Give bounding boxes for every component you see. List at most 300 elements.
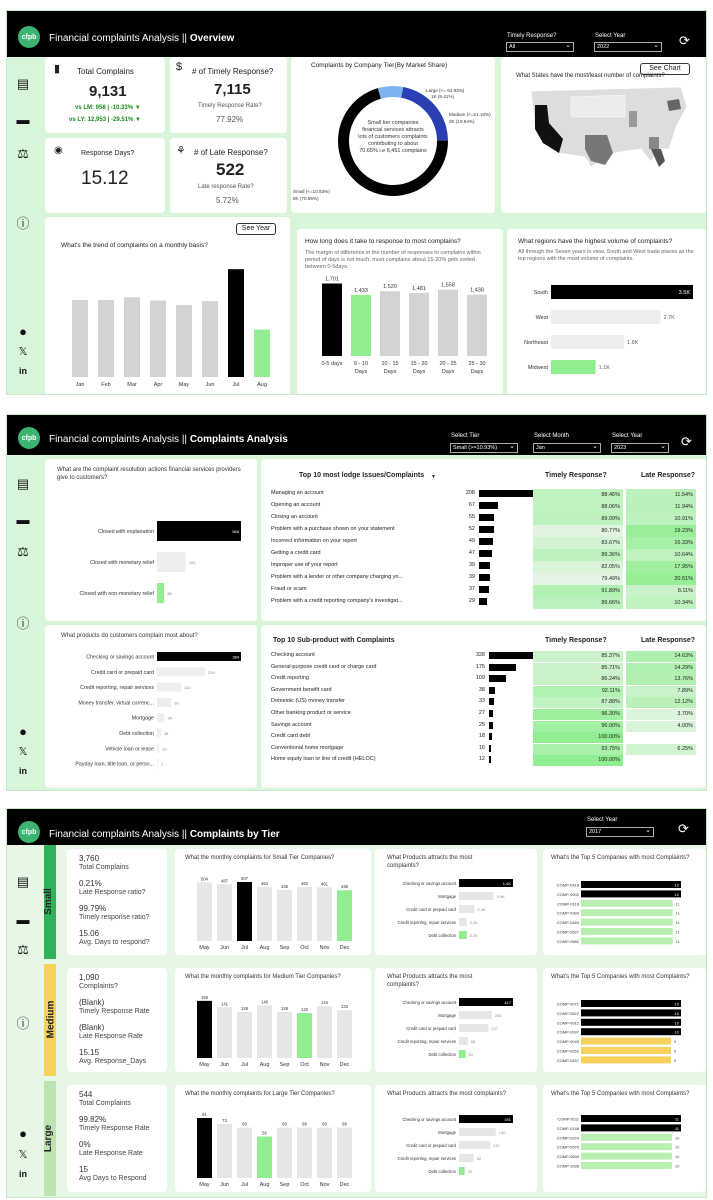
tier-product-bar-1 (459, 892, 494, 900)
late-rate-label: Late response Rate? (198, 184, 254, 190)
analysis-nav-icon[interactable]: ▬ (16, 512, 30, 527)
resolution-bar-chart (45, 459, 257, 621)
row-count: 49 (468, 538, 475, 544)
tier-monthly-card (175, 968, 371, 1072)
tier-month-tick-aug: Aug (259, 1182, 270, 1188)
info-icon[interactable]: ⓘ (16, 216, 30, 231)
tier-company-bar-1 (581, 890, 681, 897)
table-row[interactable] (271, 501, 696, 510)
row-count: 52 (468, 526, 475, 532)
tier-month-bar-jul (237, 1012, 252, 1058)
tier-month-tick-nov: Nov (319, 1062, 330, 1068)
product-tick-6: Vehicle loan or lease (105, 746, 154, 753)
row-name: Getting a credit card (271, 550, 321, 556)
tier-product-label-1: 130 (498, 1130, 506, 1135)
region-bar-northeast (551, 335, 624, 349)
complaints-by-tier-dashboard (6, 808, 707, 1198)
tier-month-bar-sep (277, 1128, 292, 1178)
table-row[interactable] (271, 513, 696, 522)
table-row[interactable] (271, 537, 696, 546)
tier-kpi-value: 15.06 (79, 929, 100, 938)
row-name: Problem with a purchase shown on your statement (271, 526, 395, 532)
tier-company-bar-6 (581, 937, 673, 944)
tier-kpi-card (67, 849, 167, 955)
tier-company-tick-5: COMP-0527 (556, 929, 579, 935)
product-bar-7 (157, 759, 158, 768)
tier-kpi-value: 544 (79, 1090, 93, 1099)
header-bar (7, 415, 706, 455)
tier-product-tick-0: Checking or savings account (402, 881, 456, 886)
tier-month-bar-may (197, 882, 212, 941)
tier-month-tick-oct: Oct (300, 945, 309, 951)
trend-tick-feb: Feb (101, 382, 111, 388)
tier-product-bar-3 (459, 1037, 468, 1045)
row-count: 55 (468, 514, 475, 520)
table-row[interactable] (271, 709, 696, 718)
row-late: 10.34% (626, 597, 696, 609)
row-count: 39 (468, 562, 475, 568)
linkedin-icon[interactable]: in (19, 766, 27, 776)
tier-company-label-1: 10 (674, 1010, 679, 1016)
tier-month-tick-oct: Oct (300, 1062, 309, 1068)
tier-product-tick-3: Credit reporting, repair services (397, 1156, 456, 1161)
header-bar (7, 11, 706, 57)
tier-month-tick-dec: Dec (339, 945, 350, 951)
trend-tick-mar: Mar (127, 382, 137, 388)
row-count: 208 (465, 490, 475, 496)
tier-month-label-nov: 68 (322, 1121, 327, 1127)
tier-month-bar-oct (297, 887, 312, 941)
tier-product-label-0: 417 (504, 1000, 511, 1005)
product-bar-5 (157, 729, 161, 738)
region-tick-northeast: Northeast (524, 340, 548, 346)
tier-month-label-sep: 438 (281, 883, 288, 889)
row-name: Closing an account (271, 514, 318, 520)
resp-label-1: 1,433 (354, 287, 368, 294)
table-row[interactable] (271, 721, 696, 730)
x-icon[interactable]: 𝕏 (18, 746, 28, 758)
region-bar-chart (507, 229, 706, 395)
table-row[interactable] (271, 755, 696, 764)
linkedin-icon[interactable]: in (19, 366, 27, 376)
row-bar (489, 698, 494, 705)
region-card (507, 229, 706, 395)
info-icon[interactable]: ⓘ (16, 616, 30, 631)
tier-products-chart (375, 849, 537, 955)
table-row[interactable] (271, 525, 696, 534)
row-name: Improper use of your report (271, 562, 338, 568)
tier-product-tick-3: Credit reporting, repair services (397, 920, 456, 925)
issues-timely-header: Timely Response? (545, 472, 607, 479)
sort-icon[interactable]: ▼ (431, 474, 436, 480)
header-bar (7, 809, 706, 845)
tier-company-label-2: 10 (674, 1135, 680, 1141)
midwest-states (571, 95, 625, 117)
avatar-icon[interactable]: ● (19, 724, 27, 739)
product-label-1: 219 (207, 669, 215, 675)
resolution-tick-2: Closed with non-monetary relief (79, 591, 154, 597)
resp-tick-0: 0-5 days (321, 361, 343, 367)
row-bar (489, 652, 539, 659)
timely-filter-label: Timely Response? (507, 33, 557, 39)
table-row[interactable] (271, 674, 696, 683)
tier-product-tick-1: Mortgage (438, 1130, 456, 1135)
row-late: 4.00% (626, 721, 696, 732)
tier-filter[interactable]: Small (>=10.93%) ⌄ (450, 443, 518, 453)
table-row[interactable] (271, 651, 696, 660)
row-late: 13.76% (626, 674, 696, 685)
row-late: 10.91% (626, 513, 696, 525)
see-year-button[interactable]: See Year (236, 223, 276, 235)
row-count: 12 (478, 756, 485, 763)
row-name: Managing an account (271, 490, 324, 496)
tier-month-label-jul: 68 (242, 1121, 247, 1127)
donut-label-large-value: 1K (9.41%) (431, 94, 454, 99)
year-filter[interactable]: 2017 ⌄ (586, 827, 654, 837)
product-label-3: 65 (174, 700, 179, 706)
tier-nav-icon[interactable]: ⚖ (17, 544, 29, 559)
products-title: What products do customers complain most about? (61, 633, 198, 639)
tier-company-label-5: 9 (674, 1048, 677, 1054)
tier-company-bar-5 (581, 1047, 671, 1054)
tier-product-tick-3: Credit reporting, repair services (397, 1039, 456, 1044)
avatar-icon[interactable]: ● (19, 324, 27, 339)
tier-month-bar-may (197, 1001, 212, 1058)
tier-month-bar-jun (217, 884, 232, 941)
region-label-west: 2.7K (663, 315, 675, 321)
table-row[interactable] (271, 489, 696, 498)
product-tick-7: Payday loan, title loan, or perso... (75, 761, 154, 768)
resp-tick-unit-2: Days (383, 369, 397, 375)
timely-value: 7,115 (214, 81, 251, 98)
row-timely: 79.49% (533, 573, 623, 585)
tier-companies-card (543, 849, 706, 955)
table-row[interactable] (271, 663, 696, 672)
tier-product-tick-1: Mortgage (438, 894, 456, 899)
tier-month-label-jun: 141 (221, 1001, 228, 1007)
row-late: 11.54% (626, 489, 696, 501)
tier-companies-title: What's the Top 5 Companies with most Complaints? (551, 855, 690, 861)
tier-month-tick-sep: Sep (279, 1062, 290, 1068)
tier-product-tick-4: Debt collection (428, 933, 456, 938)
tier-company-bar-2 (581, 1134, 672, 1141)
tier-company-tick-2: COMP-0912 (556, 1020, 579, 1026)
year-filter[interactable]: 2023 ⌄ (611, 443, 669, 453)
tier-product-bar-2 (459, 1141, 490, 1149)
tier-product-bar-2 (459, 905, 474, 913)
tier-month-tick-jun: Jun (220, 945, 229, 951)
resp-days-value: 15.12 (81, 168, 129, 189)
row-timely: 93.75% (533, 744, 623, 755)
cfpb-logo: cfpb (18, 821, 40, 843)
tier-month-bar-jul (237, 882, 252, 941)
late-response-card (170, 138, 287, 213)
monthly-trend-card (45, 217, 290, 395)
tier-month-label-nov: 144 (321, 1000, 328, 1006)
resolution-tick-1: Closed with monetary relief (90, 560, 154, 566)
table-row[interactable] (271, 585, 696, 594)
analysis-nav-icon[interactable]: ▬ (16, 912, 30, 927)
resp-chart-subtitle: The margin of difference in the number of responses to complains within period of days is not much, most complains about 15-20% gets sorted between 0-5days. (305, 250, 481, 271)
tier-companies-card (543, 968, 706, 1072)
tier-monthly-title: What the monthly complaints for Medium Tier Companies? (185, 974, 341, 980)
row-count: 67 (468, 502, 475, 508)
resp-tick-unit-5: Days (470, 369, 484, 375)
tier-company-tick-4: COMP-0483 (556, 920, 579, 926)
donut-label-small: Small (<=10.93%) (293, 189, 330, 194)
x-icon[interactable]: 𝕏 (18, 346, 28, 358)
product-tick-3: Money transfer, virtual currenc... (78, 700, 154, 707)
row-late: 12.12% (626, 697, 696, 708)
table-row[interactable] (271, 573, 696, 582)
tier-month-tick-nov: Nov (319, 945, 330, 951)
overview-nav-icon[interactable]: ▤ (16, 874, 30, 889)
row-late: 14.29% (626, 663, 696, 674)
tier-kpi-label: Late Response Rate (79, 1033, 143, 1040)
region-bar-south (551, 285, 693, 299)
tier-month-label-jun: 73 (222, 1117, 227, 1123)
tier-product-tick-0: Checking or savings account (402, 1117, 456, 1122)
row-count: 33 (478, 698, 485, 705)
row-bar (489, 756, 491, 763)
analysis-nav-icon[interactable]: ▬ (16, 112, 30, 127)
tier-products-card (375, 968, 537, 1072)
year-filter-label: Select Year (587, 817, 618, 823)
tier-company-tick-0: COMP-0111 (557, 1116, 579, 1122)
month-filter[interactable]: Jan ⌄ (533, 443, 601, 453)
region-label-northeast: 1.8K (627, 340, 639, 346)
response-days-chart-card (297, 229, 503, 395)
tier-month-label-sep: 68 (282, 1121, 287, 1127)
tier-product-bar-2 (459, 1024, 488, 1032)
tier-kpi-value: (Blank) (79, 1023, 105, 1032)
tier-month-tick-dec: Dec (339, 1062, 350, 1068)
row-count: 27 (478, 710, 485, 716)
tier-month-tick-aug: Aug (259, 945, 270, 951)
row-late: 3.70% (626, 709, 696, 720)
resp-tick-5: 25 - 30 (468, 361, 486, 367)
vs-last-month: vs LM: 958 | -10.33% ▼ (75, 105, 141, 111)
resolution-card (45, 459, 257, 621)
row-bar (479, 514, 494, 521)
row-timely: 89.36% (533, 549, 623, 561)
donut-label-medium-value: 2K (19.94%) (449, 119, 475, 124)
tier-month-label-sep: 128 (281, 1005, 288, 1011)
tier-month-label-aug: 146 (261, 999, 268, 1005)
table-row[interactable] (271, 549, 696, 558)
resp-bar-2 (380, 291, 400, 356)
table-row[interactable] (271, 697, 696, 706)
overview-nav-icon[interactable]: ▤ (16, 476, 30, 491)
tier-product-label-4: 0.2K (469, 933, 478, 938)
tier-company-tick-0: COMP-0418 (556, 882, 579, 888)
tier-company-label-1: 11 (674, 1125, 679, 1131)
tier-company-label-3: 10 (674, 1029, 679, 1035)
resolution-label-2: 48 (167, 591, 172, 596)
tier-products-title: What Products attracts the most complaints? (387, 855, 473, 869)
products-bar-chart (45, 625, 257, 788)
row-bar (479, 502, 498, 509)
tier-company-label-1: 12 (674, 891, 679, 897)
tier-kpi-card (67, 1085, 167, 1192)
tier-company-bar-1 (581, 1124, 681, 1131)
tier-companies-chart (543, 849, 706, 955)
x-icon[interactable]: 𝕏 (18, 1149, 28, 1161)
overview-dashboard (6, 10, 707, 395)
trend-tick-jan: Jan (75, 382, 85, 388)
row-timely: 91.89% (533, 585, 623, 597)
refresh-icon[interactable]: ⟳ (679, 33, 690, 48)
tier-month-label-dec: 68 (342, 1121, 347, 1127)
row-timely: 89.09% (533, 513, 623, 525)
region-title: What regions have the highest volume of complaints? (518, 238, 673, 245)
tier-company-label-2: 10 (674, 1020, 679, 1026)
late-label: # of Late Response? (194, 148, 268, 157)
avatar-icon[interactable]: ● (19, 1126, 27, 1141)
tier-product-label-2: 227 (491, 1026, 499, 1031)
month-filter-label: Select Month (534, 433, 570, 439)
resp-label-3: 1,481 (412, 285, 426, 292)
timely-filter[interactable]: All ⌄ (506, 42, 574, 52)
info-icon[interactable]: ⓘ (16, 1016, 30, 1031)
resp-bar-0 (322, 284, 342, 356)
tier-company-tick-6: COMP-0457 (556, 1057, 579, 1063)
region-tick-midwest: Midwest (527, 365, 548, 371)
tier-month-tick-jun: Jun (220, 1182, 229, 1188)
tier-month-bar-jul (237, 1128, 252, 1178)
year-filter[interactable]: 2022 ⌄ (594, 42, 662, 52)
tier-company-label-2: 11 (675, 901, 680, 907)
resp-tick-unit-3: Days (412, 369, 426, 375)
table-row[interactable] (271, 744, 696, 753)
tier-nav-icon[interactable]: ⚖ (17, 942, 29, 957)
tier-month-bar-nov (317, 1006, 332, 1058)
resp-tick-4: 20 - 25 (439, 361, 457, 367)
tier-kpi-label: Late Response ratio? (79, 889, 146, 896)
new-york-state (667, 99, 681, 111)
row-name: Fraud or scam (271, 586, 307, 592)
table-row[interactable] (271, 732, 696, 741)
row-bar (479, 490, 537, 497)
tier-product-tick-0: Checking or savings account (402, 1000, 456, 1005)
tier-company-tick-2: COMP-0118 (557, 901, 579, 907)
monthly-bar-chart (45, 217, 290, 395)
sidebar (7, 57, 41, 395)
tier-kpi-label: Avg Days to Respond (79, 1175, 147, 1182)
tier-nav-icon[interactable]: ⚖ (17, 146, 29, 161)
tier-month-bar-dec (337, 890, 352, 941)
row-late: 16.33% (626, 537, 696, 549)
tier-month-tick-dec: Dec (339, 1182, 350, 1188)
row-count: 16 (478, 744, 485, 751)
row-timely: 87.88% (533, 697, 623, 708)
tier-product-bar-1 (459, 1011, 492, 1019)
resolution-bar-1 (157, 552, 186, 572)
tier-month-label-oct: 125 (301, 1007, 308, 1013)
subproducts-table-card (261, 625, 706, 788)
table-row[interactable] (271, 686, 696, 695)
tier-month-label-oct: 68 (302, 1121, 307, 1127)
tier-monthly-card (175, 1085, 371, 1192)
trend-tick-may: May (178, 382, 190, 388)
row-name: Opening an account (271, 502, 321, 508)
linkedin-icon[interactable]: in (19, 1169, 27, 1179)
tier-company-label-3: 11 (675, 910, 680, 916)
tier-monthly-title: What the monthly complaints for Small Tier Companies? (185, 855, 335, 861)
resp-label-4: 1,558 (441, 282, 455, 289)
row-name: Problem with a credit reporting company's investigat... (271, 598, 403, 604)
vs-last-year: vs LY: 12,953 | -29.51% ▼ (69, 117, 141, 123)
tier-company-label-5: 10 (674, 1163, 680, 1169)
tier-month-label-may: 81 (202, 1112, 207, 1117)
tier-label: Large (43, 1124, 55, 1152)
row-timely: 88.06% (533, 501, 623, 513)
table-row[interactable] (271, 597, 696, 606)
overview-nav-icon[interactable]: ▤ (16, 76, 30, 91)
tier-products-title: What Products attracts the most complaints? (387, 1091, 507, 1097)
resp-chart-title: How long does it take to response to most complains? (305, 238, 461, 245)
row-name: Government benefit card (271, 686, 332, 693)
tier-month-tick-oct: Oct (300, 1182, 309, 1188)
resolution-label-0: 565 (232, 529, 239, 534)
tier-product-tick-1: Mortgage (438, 1013, 456, 1018)
tier-product-tick-2: Credit card or prepaid card (406, 1026, 456, 1031)
tier-company-label-0: 10 (674, 1001, 679, 1007)
tier-month-tick-jul: Jul (240, 945, 249, 951)
sidebar (7, 455, 41, 791)
trend-bar-aug (254, 330, 270, 377)
refresh-icon[interactable]: ⟳ (681, 434, 692, 449)
table-row[interactable] (271, 561, 696, 570)
tier-company-bar-3 (581, 909, 673, 916)
tier-products-title: What Products attracts the most complaints? (387, 974, 473, 988)
see-chart-button[interactable]: See Chart (640, 63, 690, 75)
row-timely: 82.05% (533, 561, 623, 573)
row-bar (489, 664, 516, 671)
tier-product-label-4: 20 (467, 1169, 473, 1174)
product-tick-0: Checking or savings account (86, 654, 154, 661)
tier-company-bar-5 (581, 1162, 672, 1169)
tier-kpi-value: 99.82% (79, 1115, 107, 1124)
total-value: 9,131 (89, 83, 127, 100)
tier-company-bar-4 (581, 1038, 671, 1045)
refresh-icon[interactable]: ⟳ (678, 821, 689, 836)
product-label-4: 34 (167, 715, 172, 721)
row-timely: 85.37% (533, 651, 623, 662)
resp-tick-3: 15 - 20 (410, 361, 428, 367)
resp-label-2: 1,520 (383, 284, 397, 291)
total-complains-card (45, 57, 165, 133)
tier-kpi-label: Avg. Response_Days (79, 1058, 147, 1065)
row-bar (489, 733, 492, 740)
tier-filter-label: Select Tier (451, 433, 480, 439)
row-timely: 86.24% (533, 674, 623, 685)
coin-icon: ◉ (54, 145, 63, 156)
tier-company-label-5: 11 (675, 929, 680, 935)
row-count: 18 (478, 733, 485, 740)
tier-month-bar-aug (257, 887, 272, 941)
row-name: Domestic (US) money transfer (271, 698, 345, 705)
tier-month-bar-sep (277, 1012, 292, 1058)
tier-company-bar-3 (581, 1028, 681, 1035)
row-timely: 100.00% (533, 732, 623, 743)
late-icon: ⚘ (176, 145, 186, 157)
product-tick-2: Credit reporting, repair services (80, 685, 154, 692)
tier-monthly-chart (175, 1085, 371, 1192)
tier-company-tick-5: COMP-1036 (556, 1163, 579, 1169)
timely-response-card (170, 57, 287, 133)
row-late (626, 732, 696, 743)
